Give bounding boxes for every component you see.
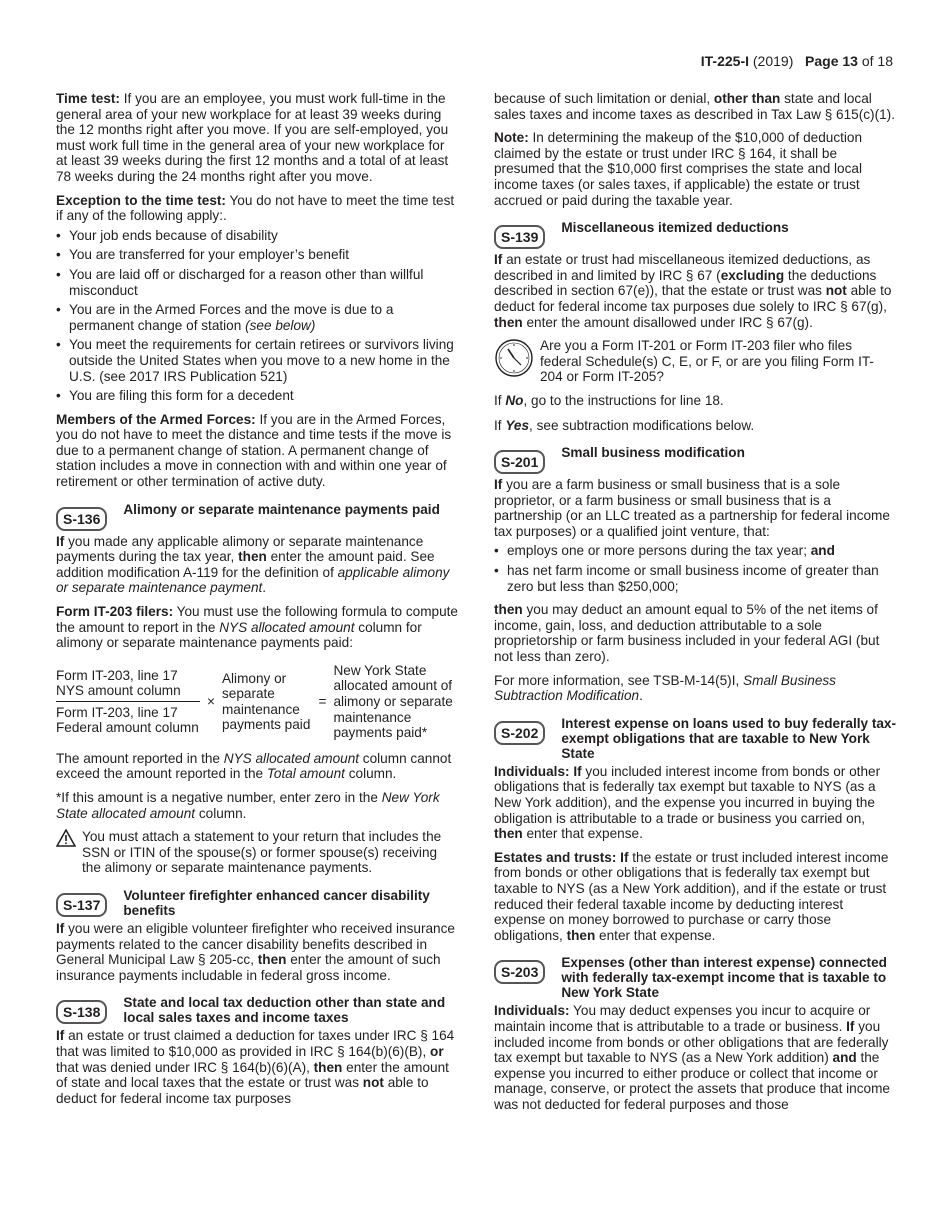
s136-paragraph: If you made any applicable alimony or separate maintenance payments during the tax year, then enter the amount paid. See addition modification A-119 for the definition of applicable alimony or separate maintenance payment. — [56, 533, 450, 596]
s136-it203-paragraph: Form IT-203 filers: You must use the following formula to compute the amount to report in the NYS allocated amount column for alimony or separate maintenance payments paid: — [56, 604, 458, 651]
s136-footnote: *If this amount is a negative number, enter zero in the New York State allocated amount column. — [56, 789, 440, 821]
page-number: Page 13 — [805, 53, 858, 69]
formula-multiplier: Alimony or separate maintenance payments paid — [221, 670, 311, 733]
exception-paragraph: Exception to the time test: You do not have to meet the time test if any of the following apply:. — [56, 192, 455, 224]
if-no-paragraph: If No, go to the instructions for line 18. — [494, 392, 724, 408]
form-year: (2019) — [752, 53, 794, 69]
s139-title: Miscellaneous itemized deductions — [561, 220, 789, 236]
list-item: • You are laid off or discharged for a reason other than willful misconduct — [56, 267, 458, 298]
s202-title: Interest expense on loans used to buy federally tax-exempt obligations that are taxable to New York State — [561, 715, 897, 761]
s203-title: Expenses (other than interest expense) connected with federally tax-exempt income that is taxable to New York State — [561, 955, 887, 1001]
list-item: • You are in the Armed Forces and the move is due to a permanent change of station (see below) — [56, 302, 458, 333]
exception-list — [56, 228, 458, 404]
s203-badge: S-203 — [494, 960, 545, 984]
s201-badge: S-201 — [494, 450, 545, 474]
section-s201-heading — [494, 445, 896, 474]
form-number: IT-225-I — [700, 53, 749, 69]
left-column — [56, 91, 458, 1114]
formula-result: New York State allocated amount of alimony or separate maintenance payments paid* — [333, 662, 453, 741]
s203-paragraph: Individuals: You may deduct expenses you incur to acquire or maintain income that is attributable to a trade or business. If you included income from bonds or other obligations that are federally tax exempt but taxable to NYS (as a New York addition) and the expense you incurred to either produce or collect that income or manage, conserve, or protect the assets that produce that income was not deducted for federal purposes and those — [494, 1003, 890, 1112]
section-s138-heading — [56, 995, 458, 1025]
list-item: • employs one or more persons during the tax year; and — [494, 543, 896, 559]
formula-fraction — [56, 668, 200, 736]
list-item: • Your job ends because of disability — [56, 228, 458, 244]
list-item: • You are transferred for your employer’s benefit — [56, 247, 458, 263]
list-item: • has net farm income or small business income of greater than zero but less than $250,000; — [494, 563, 896, 594]
armed-forces-paragraph: Members of the Armed Forces: If you are in the Armed Forces, you do not have to meet the distance and time tests if the move is due to a permanent change of station. A permanent change of station includes a move in connection with and within one year of retirement or other termination of active duty. — [56, 411, 452, 490]
s136-warning — [56, 829, 458, 876]
section-s139-heading — [494, 220, 896, 249]
s136-title: Alimony or separate maintenance payments paid — [123, 501, 440, 517]
times-sign: × — [207, 694, 215, 709]
equals-sign: = — [318, 694, 327, 709]
s201-info-paragraph: For more information, see TSB-M-14(5)I, Small Business Subtraction Modification. — [494, 672, 836, 704]
s137-paragraph: If you were an eligible volunteer firefighter who received insurance payments related to the cancer disability benefits described in General Municipal Law § 205-cc, then enter the amount of such insurance payments includable in federal gross income. — [56, 920, 455, 983]
time-test-paragraph: Time test: If you are an employee, you must work full-time in the general area of your new workplace for at least 39 weeks during the 12 months right after you move. If you are self-employed, you must work full time in the general area of your new workplace for at least 39 weeks during the first 12 months and a total of at least 78 weeks during the 24 months right after you move. — [56, 91, 449, 184]
s139-paragraph: If an estate or trust had miscellaneous itemized deductions, as described in and limited by IRC § 67 (excluding the deductions described in section 67(e)), that the estate or trust was not able to deduct for federal income tax purposes due solely to IRC § 67(g), then enter the amount disallowed under IRC § 67(g). — [494, 252, 892, 330]
note-paragraph: Note: In determining the makeup of the $10,000 of deduction claimed by the estate or trust under IRC § 164, it shall be presumed that the $10,000 first comprises the state and local income taxes (or sales taxes, if applicable) the estate or trust accrued or paid during the taxable year. — [494, 130, 863, 208]
alimony-formula — [56, 663, 458, 741]
s138-continued-paragraph: because of such limitation or denial, other than state and local sales taxes and income taxes as described in Tax Law § 615(c)(1). — [494, 91, 895, 122]
s201-list — [494, 543, 896, 594]
warning-icon — [56, 829, 76, 847]
section-s136-heading — [56, 502, 458, 531]
s138-badge: S-138 — [56, 1000, 107, 1024]
right-column — [494, 91, 896, 1121]
section-s203-heading — [494, 955, 896, 1000]
filer-question — [494, 338, 896, 385]
s201-then-paragraph: then you may deduct an amount equal to 5% of the net items of income, gain, loss, and deduction attributable to a sole proprietorship or farm business included in your federal AGI (but not less than zero). — [494, 602, 880, 665]
s136-badge: S-136 — [56, 507, 107, 531]
s138-title: State and local tax deduction other than state and local sales taxes and income taxes — [123, 995, 446, 1026]
question-text: Are you a Form IT-201 or Form IT-203 filer who files federal Schedule(s) C, E, or F, or are you filing Form IT-204 or Form IT-205? — [540, 338, 874, 385]
s138-paragraph: If an estate or trust claimed a deduction for taxes under IRC § 164 that was limited to $10,000 as provided in IRC § 164(b)(6)(B), or that was denied under IRC § 164(b)(6)(A), then enter the amount of state and local taxes that the estate or trust was not able to deduct for federal income tax purposes — [56, 1028, 455, 1106]
s201-paragraph: If you are a farm business or small business that is a sole proprietor, or a farm business or small business that is a partnership (or an LLC treated as a partnership for federal income tax purposes) or a qualified joint venture, that: — [494, 477, 890, 539]
section-s137-heading — [56, 888, 458, 918]
clock-icon — [494, 338, 534, 378]
s137-title: Volunteer firefighter enhanced cancer disability benefits — [123, 887, 430, 918]
s202-estates-paragraph: Estates and trusts: If the estate or trust included interest income from bonds or other obligations that is federally tax exempt but taxable to NYS (as a New York addition), and if the estate or trust reduced their federal taxable income by deducting interest expense on money borrowed to purchase or carry those obligations, then enter that expense. — [494, 849, 889, 943]
section-s202-heading — [494, 716, 896, 761]
if-yes-paragraph: If Yes, see subtraction modifications below. — [494, 417, 755, 433]
page-total: of 18 — [861, 53, 893, 69]
s137-badge: S-137 — [56, 893, 107, 917]
s139-badge: S-139 — [494, 225, 545, 249]
s202-badge: S-202 — [494, 721, 545, 745]
s201-title: Small business modification — [561, 445, 745, 461]
s202-individuals-paragraph: Individuals: If you included interest income from bonds or other obligations that is federally tax exempt but taxable to NYS (as a New York addition), and the expense you incurred in buying the obligation is attributable to a trade or business you carried on, then enter that expense. — [494, 763, 881, 842]
list-item: • You meet the requirements for certain retirees or survivors living outside the United States when you move to a new home in the U.S. (see 2017 IRS Publication 521) — [56, 337, 458, 384]
s136-limit-paragraph: The amount reported in the NYS allocated amount column cannot exceed the amount reported in the Total amount column. — [56, 750, 452, 782]
formula-denominator: Form IT-203, line 17 Federal amount column — [56, 704, 199, 736]
list-item: • You are filing this form for a decedent — [56, 388, 458, 404]
page-header — [701, 54, 893, 70]
formula-numerator: Form IT-203, line 17 NYS amount column — [56, 668, 200, 702]
warning-text: You must attach a statement to your return that includes the SSN or ITIN of the spouse(s) or former spouse(s) receiving the alimony or separate maintenance payments. — [82, 829, 442, 876]
